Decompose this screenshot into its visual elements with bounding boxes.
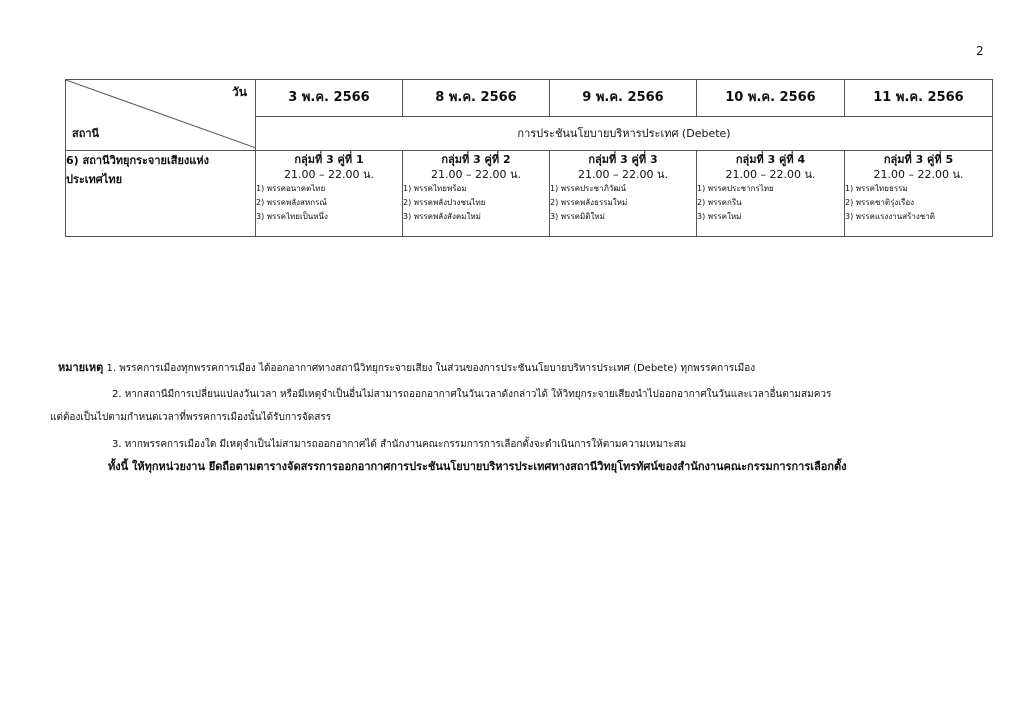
- party-item: 2) พรรคพลังปวงชนไทย: [403, 198, 486, 207]
- party-item: 1) พรรคไทยพร้อม: [403, 184, 467, 193]
- page-number: 2: [976, 44, 984, 58]
- notes-label: หมายเหตุ: [58, 361, 104, 374]
- group-label: กลุ่มที่ 3 คู่ที่ 4: [735, 153, 806, 166]
- party-item: 2) พรรคกรีน: [697, 198, 742, 207]
- party-item: 3) พรรคมิติใหม่: [550, 212, 605, 221]
- schedule-cell: [697, 151, 845, 237]
- table-row: [66, 151, 993, 237]
- time-slot: 21.00 – 22.00 น.: [873, 168, 964, 181]
- station-name: 6) สถานีวิทยุกระจายเสียงแห่งประเทศไทย: [66, 151, 256, 237]
- date-header: 9 พ.ค. 2566: [550, 80, 697, 117]
- party-item: 1) พรรคประชากรไทย: [697, 184, 774, 193]
- schedule-table: [65, 79, 993, 237]
- date-header: 3 พ.ค. 2566: [256, 80, 403, 117]
- party-item: 2) พรรคชาติรุ่งเรือง: [845, 198, 915, 207]
- group-label: กลุ่มที่ 3 คู่ที่ 5: [883, 153, 954, 166]
- party-item: 3) พรรคพลังสังคมใหม่: [403, 212, 481, 221]
- date-header: 10 พ.ค. 2566: [697, 80, 845, 117]
- note-line-2b: แต่ต้องเป็นไปตามกำหนดเวลาที่พรรคการเมืองนั้นได้รับการจัดสรร: [50, 412, 332, 423]
- date-header: 11 พ.ค. 2566: [845, 80, 993, 117]
- schedule-cell: [256, 151, 403, 237]
- party-item: 2) พรรคพลังธรรมใหม่: [550, 198, 628, 207]
- party-item: 1) พรรคอนาคตไทย: [256, 184, 326, 193]
- note-line-3: 3. หากพรรคการเมืองใด มีเหตุจำเป็นไม่สามารถออกอากาศได้ สำนักงานคณะกรรมการการเลือกตั้งจะดำเนินการให้ตามความเหมาะสม: [112, 439, 687, 450]
- group-label: กลุ่มที่ 3 คู่ที่ 3: [588, 153, 658, 166]
- time-slot: 21.00 – 22.00 น.: [431, 168, 521, 181]
- note-line-4: ทั้งนี้ ให้ทุกหน่วยงาน ยึดถือตามตารางจัดสรรการออกอากาศการประชันนโยบายบริหารประเทศทางสถานีวิทยุโทรทัศน์ของสำนักงานคณะกรรมการการเลือกตั้ง: [108, 460, 847, 473]
- party-item: 1) พรรคไทยธรรม: [845, 184, 908, 193]
- station-label: สถานี: [72, 127, 100, 140]
- debate-subheader: การประชันนโยบายบริหารประเทศ (Debete): [256, 117, 993, 151]
- group-label: กลุ่มที่ 3 คู่ที่ 1: [294, 153, 364, 166]
- group-label: กลุ่มที่ 3 คู่ที่ 2: [441, 153, 511, 166]
- note-line-1: [58, 358, 755, 376]
- note-text: 1. พรรคการเมืองทุกพรรคการเมือง ได้ออกอากาศทางสถานีวิทยุกระจายเสียง ในส่วนของการประชันนโยบายบริหารประเทศ (Debete) ทุกพรรคการเมือง: [106, 363, 756, 374]
- party-item: 1) พรรคประชาภิวัฒน์: [550, 184, 627, 193]
- party-item: 3) พรรคใหม่: [697, 212, 742, 221]
- date-header: 8 พ.ค. 2566: [403, 80, 550, 117]
- party-item: 3) พรรคไทยเป็นหนึ่ง: [256, 212, 328, 221]
- time-slot: 21.00 – 22.00 น.: [284, 168, 374, 181]
- schedule-cell: [403, 151, 550, 237]
- note-line-2: 2. หากสถานีมีการเปลี่ยนแปลงวันเวลา หรือมีเหตุจำเป็นอื่นไม่สามารถออกอากาศในวันเวลาดังกล่าวได้ ให้วิทยุกระจายเสียงนำไปออกอากาศในวันและเวลาอื่นตามสมควร: [112, 389, 832, 400]
- time-slot: 21.00 – 22.00 น.: [578, 168, 668, 181]
- schedule-cell: [550, 151, 697, 237]
- header-corner-cell: [66, 80, 256, 151]
- day-label: วัน: [232, 85, 247, 99]
- party-item: 2) พรรคพลังสหกรณ์: [256, 198, 327, 207]
- party-item: 3) พรรคแรงงานสร้างชาติ: [845, 212, 935, 221]
- time-slot: 21.00 – 22.00 น.: [725, 168, 816, 181]
- schedule-cell: [845, 151, 993, 237]
